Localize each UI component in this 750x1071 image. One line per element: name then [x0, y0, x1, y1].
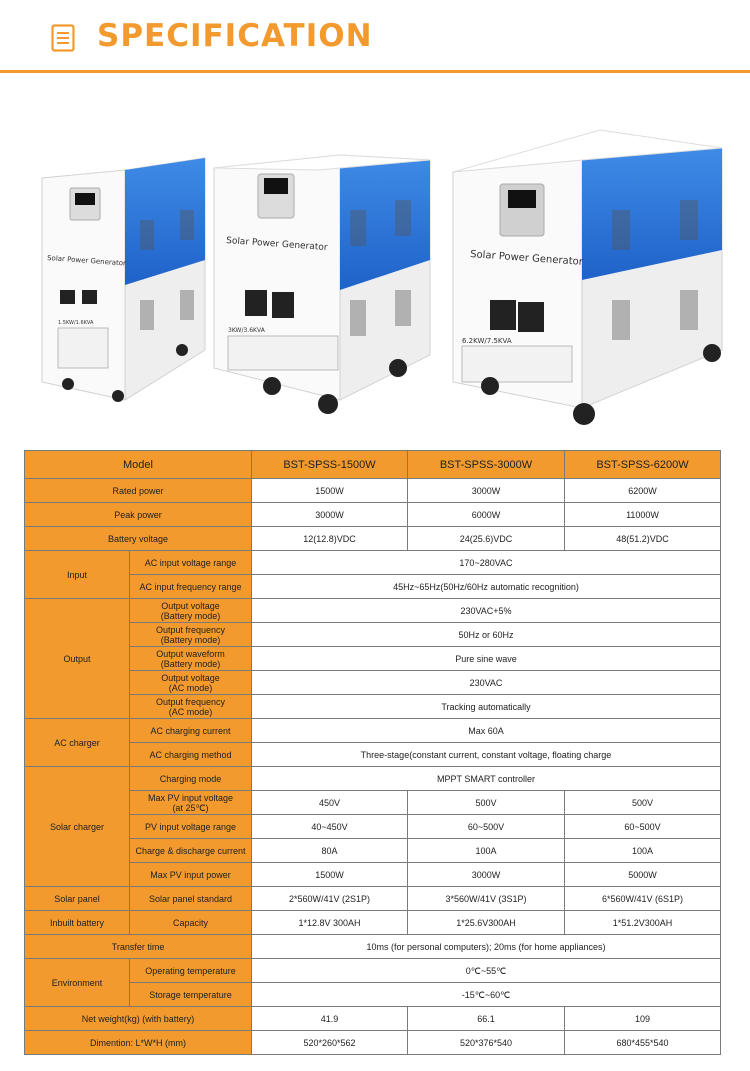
ac-input-voltage-value: 170~280VAC [252, 551, 721, 575]
table-row [25, 1007, 721, 1031]
rated-power-3: 6200W [565, 479, 721, 503]
solar-panel-standard-label: Solar panel standard [130, 887, 252, 911]
battery-voltage-1: 12(12.8)VDC [252, 527, 408, 551]
solar-panel-3: 6*560W/41V (6S1P) [565, 887, 721, 911]
transfer-time-label: Transfer time [25, 935, 252, 959]
table-row [25, 695, 721, 719]
output-waveform-label [130, 647, 252, 671]
table-row [25, 911, 721, 935]
document-icon [51, 24, 75, 52]
ac-input-frequency-label: AC input frequency range [130, 575, 252, 599]
max-pv-power-2: 3000W [408, 863, 565, 887]
product-3-rating: 6.2KW/7.5KVA [462, 337, 512, 345]
model-2: BST-SPSS-3000W [408, 451, 565, 479]
pv-voltage-range-1: 40~450V [252, 815, 408, 839]
rated-power-2: 3000W [408, 479, 565, 503]
max-pv-voltage-label-line1: Max PV input voltage [147, 792, 234, 803]
table-row [25, 623, 721, 647]
capacity-label: Capacity [130, 911, 252, 935]
table-row [25, 719, 721, 743]
generator-3000w-image [214, 155, 430, 414]
battery-voltage-2: 24(25.6)VDC [408, 527, 565, 551]
output-waveform-label-line2: (Battery mode) [160, 658, 221, 669]
battery-voltage-3: 48(51.2)VDC [565, 527, 721, 551]
max-pv-voltage-3: 500V [565, 791, 721, 815]
table-row [25, 527, 721, 551]
charging-mode-label: Charging mode [130, 767, 252, 791]
table-row [25, 743, 721, 767]
header-divider [0, 70, 750, 73]
product-images [0, 100, 750, 440]
table-row [25, 935, 721, 959]
ac-charger-group-label: AC charger [25, 719, 130, 767]
storage-temp-value: -15℃~60℃ [252, 983, 721, 1007]
ac-input-voltage-label: AC input voltage range [130, 551, 252, 575]
max-pv-voltage-1: 450V [252, 791, 408, 815]
ac-input-frequency-value: 45Hz~65Hz(50Hz/60Hz automatic recognition) [252, 575, 721, 599]
input-group-label: Input [25, 551, 130, 599]
ac-charging-method-value: Three-stage(constant current, constant voltage, floating charge [252, 743, 721, 767]
rated-power-1: 1500W [252, 479, 408, 503]
capacity-1: 1*12.8V 300AH [252, 911, 408, 935]
solar-charger-group-label: Solar charger [25, 767, 130, 887]
table-row [25, 551, 721, 575]
solar-panel-2: 3*560W/41V (3S1P) [408, 887, 565, 911]
table-row [25, 815, 721, 839]
solar-panel-1: 2*560W/41V (2S1P) [252, 887, 408, 911]
output-waveform-value: Pure sine wave [252, 647, 721, 671]
page-title: SPECIFICATION [97, 18, 373, 54]
net-weight-label: Net weight(kg) (with battery) [25, 1007, 252, 1031]
table-row [25, 575, 721, 599]
ac-charging-method-label: AC charging method [130, 743, 252, 767]
ac-charging-current-value: Max 60A [252, 719, 721, 743]
output-voltage-value: 230VAC+5% [252, 599, 721, 623]
capacity-3: 1*51.2V300AH [565, 911, 721, 935]
output-voltage-ac-label [130, 671, 252, 695]
peak-power-1: 3000W [252, 503, 408, 527]
output-frequency-ac-value: Tracking automatically [252, 695, 721, 719]
product-3-brand: Solar Power Generator [469, 249, 584, 268]
net-weight-2: 66.1 [408, 1007, 565, 1031]
max-pv-power-3: 5000W [565, 863, 721, 887]
dimension-2: 520*376*540 [408, 1031, 565, 1055]
transfer-time-value: 10ms (for personal computers); 20ms (for home appliances) [252, 935, 721, 959]
table-row [25, 959, 721, 983]
output-voltage-label-line2: (Battery mode) [160, 610, 221, 621]
output-group-label: Output [25, 599, 130, 719]
peak-power-3: 11000W [565, 503, 721, 527]
dimension-1: 520*260*562 [252, 1031, 408, 1055]
output-voltage-ac-value: 230VAC [252, 671, 721, 695]
dimension-3: 680*455*540 [565, 1031, 721, 1055]
rated-power-label: Rated power [25, 479, 252, 503]
output-frequency-ac-label [130, 695, 252, 719]
output-voltage-label-line1: Output voltage [161, 600, 220, 611]
product-1-rating: 1.5KW/1.6KVA [58, 320, 94, 326]
pv-voltage-range-2: 60~500V [408, 815, 565, 839]
model-label: Model [25, 451, 252, 479]
page-header [0, 0, 750, 80]
capacity-2: 1*25.6V300AH [408, 911, 565, 935]
generator-1500w-image [42, 158, 205, 402]
product-2-rating: 3KW/3.6KVA [228, 327, 265, 334]
table-row [25, 767, 721, 791]
max-pv-voltage-2: 500V [408, 791, 565, 815]
table-row [25, 791, 721, 815]
table-row [25, 599, 721, 623]
model-1: BST-SPSS-1500W [252, 451, 408, 479]
output-voltage-ac-label-line2: (AC mode) [168, 682, 213, 693]
net-weight-1: 41.9 [252, 1007, 408, 1031]
max-pv-voltage-label [130, 791, 252, 815]
product-2-brand: Solar Power Generator [225, 236, 328, 254]
table-row [25, 671, 721, 695]
operating-temp-value: 0℃~55℃ [252, 959, 721, 983]
table-row [25, 479, 721, 503]
output-voltage-label [130, 599, 252, 623]
operating-temp-label: Operating temperature [130, 959, 252, 983]
output-frequency-value: 50Hz or 60Hz [252, 623, 721, 647]
peak-power-2: 6000W [408, 503, 565, 527]
charge-discharge-current-3: 100A [565, 839, 721, 863]
table-row [25, 983, 721, 1007]
max-pv-power-1: 1500W [252, 863, 408, 887]
output-waveform-label-line1: Output waveform [156, 648, 225, 659]
net-weight-3: 109 [565, 1007, 721, 1031]
solar-panel-group-label: Solar panel [25, 887, 130, 911]
output-frequency-label [130, 623, 252, 647]
charge-discharge-current-1: 80A [252, 839, 408, 863]
ac-charging-current-label: AC charging current [130, 719, 252, 743]
output-frequency-ac-label-line2: (AC mode) [168, 706, 213, 717]
dimension-label: Dimention: L*W*H (mm) [25, 1031, 252, 1055]
product-1-brand: Solar Power Generator [46, 254, 127, 268]
specification-table [24, 450, 721, 1055]
battery-voltage-label: Battery voltage [25, 527, 252, 551]
charge-discharge-current-2: 100A [408, 839, 565, 863]
model-3: BST-SPSS-6200W [565, 451, 721, 479]
table-row [25, 503, 721, 527]
output-frequency-ac-label-line1: Output frequency [155, 696, 226, 707]
table-header-row [25, 451, 721, 479]
peak-power-label: Peak power [25, 503, 252, 527]
pv-voltage-range-label: PV input voltage range [130, 815, 252, 839]
max-pv-power-label: Max PV input power [130, 863, 252, 887]
charging-mode-value: MPPT SMART controller [252, 767, 721, 791]
max-pv-voltage-label-line2: (at 25℃) [172, 802, 209, 813]
inbuilt-battery-group-label: Inbuilt battery [25, 911, 130, 935]
pv-voltage-range-3: 60~500V [565, 815, 721, 839]
output-voltage-ac-label-line1: Output voltage [161, 672, 220, 683]
table-row [25, 863, 721, 887]
charge-discharge-current-label: Charge & discharge current [130, 839, 252, 863]
generator-6200w-image [453, 130, 722, 425]
storage-temp-label: Storage temperature [130, 983, 252, 1007]
table-row [25, 647, 721, 671]
table-row [25, 1031, 721, 1055]
table-row [25, 887, 721, 911]
environment-group-label: Environment [25, 959, 130, 1007]
table-row [25, 839, 721, 863]
output-frequency-label-line2: (Battery mode) [160, 634, 221, 645]
output-frequency-label-line1: Output frequency [155, 624, 226, 635]
